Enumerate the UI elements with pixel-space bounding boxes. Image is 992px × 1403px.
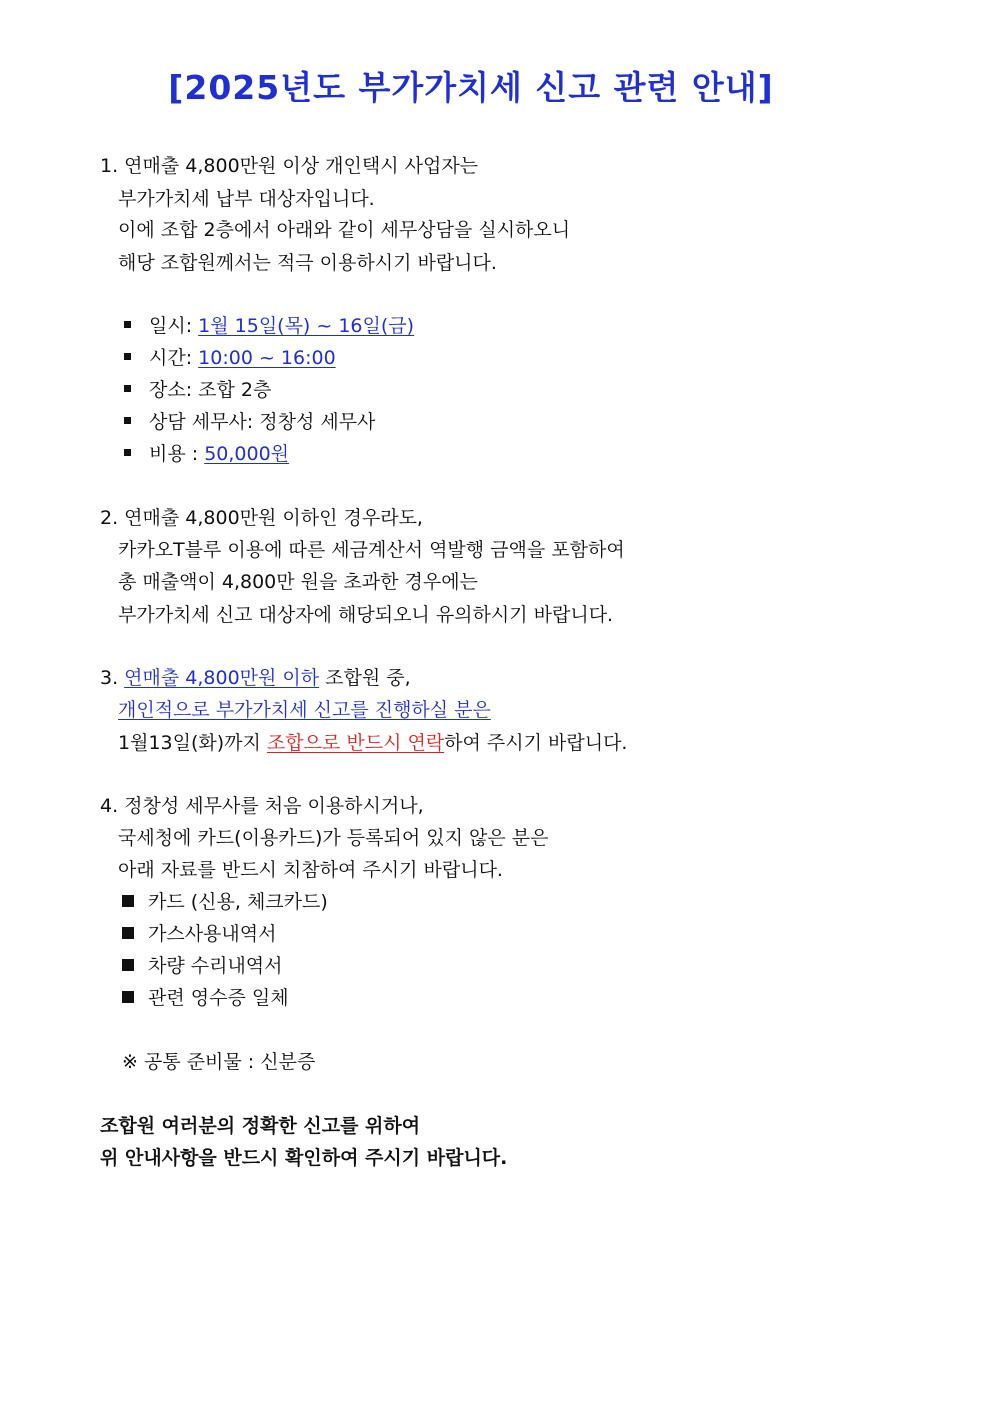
- square-bullet-icon: [122, 991, 134, 1003]
- s3-number: 3.: [100, 667, 125, 689]
- s3-line3-rest: 하여 주시기 바랍니다.: [444, 732, 628, 754]
- bullet-cost: [124, 442, 289, 466]
- time-value: 10:00 ~ 16:00: [198, 347, 336, 369]
- s2-line4: 부가가치세 신고 대상자에 해당되오니 유의하시기 바랍니다.: [118, 604, 614, 626]
- item-text: 가스사용내역서: [148, 923, 277, 945]
- closing-line1: 조합원 여러분의 정확한 신고를 위하여: [100, 1115, 421, 1137]
- date-value: 1월 15일(목) ~ 16일(금): [198, 315, 415, 337]
- s3-deadline: 1월13일(화)까지: [118, 732, 267, 754]
- s4-line3: 아래 자료를 반드시 치참하여 주시기 바랍니다.: [118, 859, 503, 881]
- page-title: [2025년도 부가가치세 신고 관련 안내]: [168, 68, 774, 107]
- square-bullet-icon: [122, 927, 134, 939]
- s3-highlight-2: 개인적으로 부가가치세 신고를 진행하실 분은: [118, 699, 491, 721]
- square-bullet-icon: [124, 321, 131, 328]
- cost-value: 50,000원: [204, 443, 290, 465]
- place-text: 장소: 조합 2층: [149, 379, 272, 401]
- square-bullet-icon: [122, 959, 134, 971]
- s1-line2: 부가가치세 납부 대상자입니다.: [118, 188, 375, 210]
- s4-line1: 4. 정창성 세무사를 처음 이용하시거나,: [100, 795, 424, 817]
- s4-line2: 국세청에 카드(이용카드)가 등록되어 있지 않은 분은: [118, 827, 549, 849]
- s3-line2: [118, 698, 491, 722]
- s3-highlight-1: 연매출 4,800만원 이하: [124, 667, 320, 689]
- item-text: 카드 (신용, 체크카드): [148, 891, 328, 913]
- cost-label: 비용 :: [149, 443, 205, 465]
- bullet-advisor: [124, 410, 375, 434]
- time-label: 시간:: [149, 347, 199, 369]
- common-items-note: ※ 공통 준비물 : 신분증: [122, 1051, 316, 1073]
- square-bullet-icon: [122, 895, 134, 907]
- bullet-place: [124, 378, 271, 402]
- s2-line2: 카카오T블루 이용에 따른 세금계산서 역발행 금액을 포함하여: [118, 539, 625, 561]
- square-bullet-icon: [124, 353, 131, 360]
- item-text: 관련 영수증 일체: [148, 987, 289, 1009]
- square-bullet-icon: [124, 417, 131, 424]
- s3-line1-rest: 조합원 중,: [319, 667, 411, 689]
- s4-item-repair: [122, 954, 283, 978]
- s1-line3: 이에 조합 2층에서 아래와 같이 세무상담을 실시하오니: [118, 219, 571, 241]
- s4-item-receipts: [122, 986, 289, 1010]
- bullet-time: [124, 346, 336, 370]
- s1-line4: 해당 조합원께서는 적극 이용하시기 바랍니다.: [118, 252, 497, 274]
- date-label: 일시:: [149, 315, 199, 337]
- bullet-date: [124, 314, 414, 338]
- s4-item-card: [122, 890, 328, 914]
- s3-line3: [118, 731, 627, 755]
- square-bullet-icon: [124, 449, 131, 456]
- item-text: 차량 수리내역서: [148, 955, 283, 977]
- s2-line1: 2. 연매출 4,800만원 이하인 경우라도,: [100, 507, 423, 529]
- square-bullet-icon: [124, 385, 131, 392]
- s3-red-highlight: 조합으로 반드시 연락: [266, 732, 445, 754]
- s4-item-gas: [122, 922, 276, 946]
- s2-line3: 총 매출액이 4,800만 원을 초과한 경우에는: [118, 571, 478, 593]
- s3-line1: [100, 666, 411, 690]
- closing-line2: 위 안내사항을 반드시 확인하여 주시기 바랍니다.: [100, 1147, 508, 1169]
- advisor-text: 상담 세무사: 정창성 세무사: [149, 411, 376, 433]
- s1-line1: 1. 연매출 4,800만원 이상 개인택시 사업자는: [100, 155, 479, 177]
